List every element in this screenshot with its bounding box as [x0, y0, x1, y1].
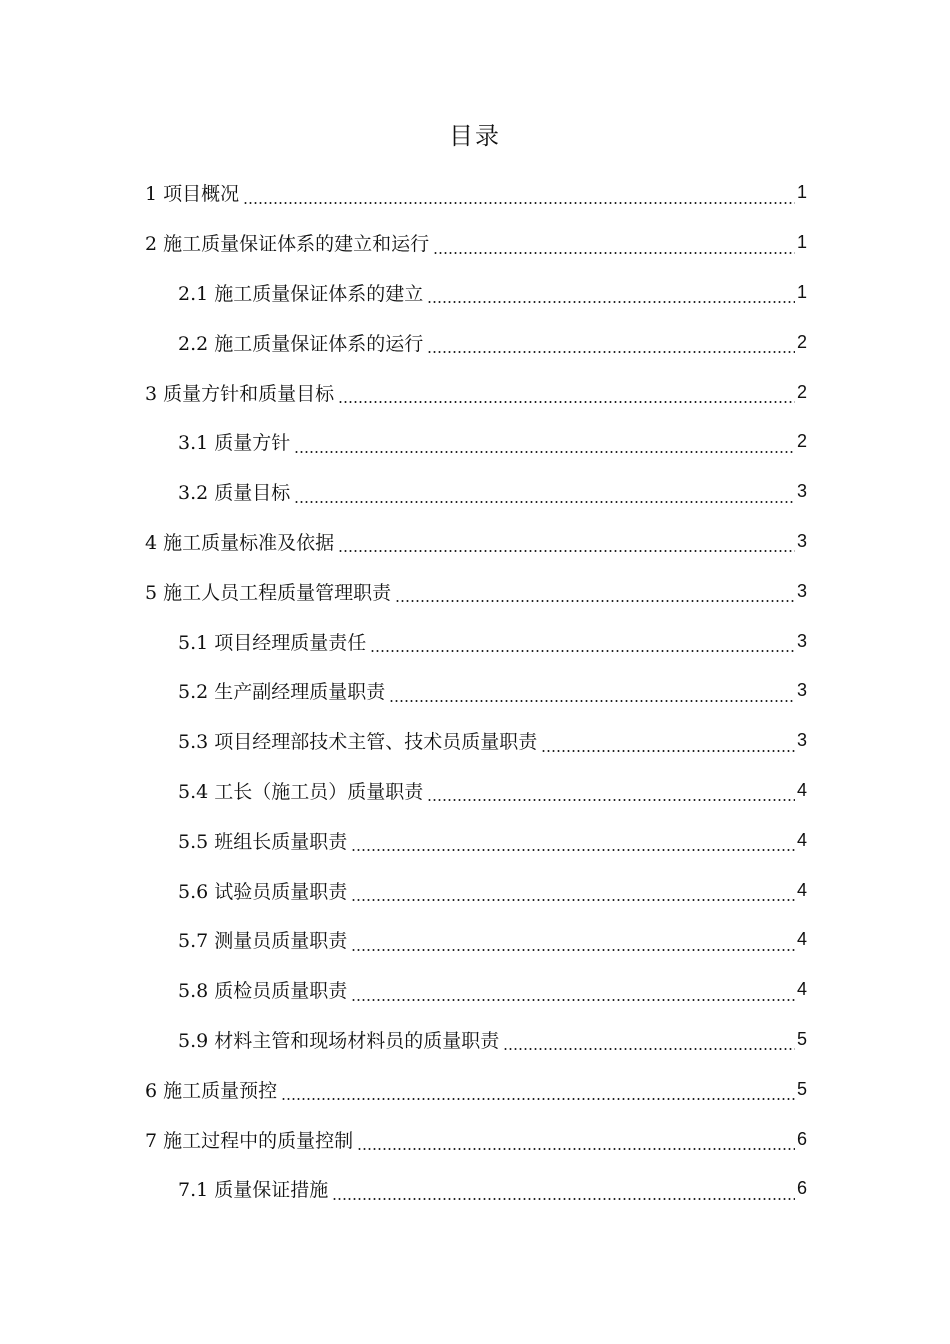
toc-leader-dots: [427, 284, 795, 304]
toc-entry[interactable]: [145, 666, 807, 716]
toc-page-number: 4: [796, 779, 807, 800]
toc-title: 目录: [449, 122, 501, 150]
toc-entry[interactable]: [145, 317, 807, 367]
toc-entry[interactable]: [145, 417, 807, 467]
toc-leader-dots: [503, 1031, 795, 1051]
toc-leader-dots: [433, 235, 795, 255]
toc-page-number: 5: [796, 1028, 807, 1049]
toc-entry-text: 5.1 项目经理质量责任: [178, 631, 367, 654]
toc-entry-text: 7 施工过程中的质量控制: [145, 1129, 354, 1152]
toc-page-number: 2: [796, 331, 807, 352]
toc-entry-text: 5.2 生产副经理质量职责: [178, 681, 386, 704]
toc-entry-text: 4 施工质量标准及依据: [145, 531, 335, 554]
toc-leader-dots: [243, 185, 795, 205]
toc-page-number: 3: [796, 481, 807, 502]
toc-page-number: 4: [796, 879, 807, 900]
toc-entry-text: 5.6 试验员质量职责: [178, 880, 348, 903]
toc-leader-dots: [351, 932, 795, 952]
toc-page-number: 2: [796, 381, 807, 402]
toc-leader-dots: [281, 1081, 795, 1101]
toc-leader-dots: [370, 633, 795, 653]
toc-entry[interactable]: [145, 915, 807, 965]
toc-leader-dots: [427, 782, 795, 802]
toc-entry-text: 1 项目概况: [145, 183, 240, 206]
toc-entry[interactable]: [145, 1064, 807, 1114]
toc-leader-dots: [389, 683, 795, 703]
toc-page-number: 3: [796, 530, 807, 551]
toc-entry-text: 5.3 项目经理部技术主管、技术员质量职责: [178, 731, 538, 754]
toc-leader-dots: [338, 384, 795, 404]
toc-entry[interactable]: [145, 367, 807, 417]
toc-leader-dots: [294, 484, 795, 504]
toc-entry-text: 5 施工人员工程质量管理职责: [145, 581, 392, 604]
toc-entry-text: 5.8 质检员质量职责: [178, 980, 348, 1003]
toc-entry-text: 6 施工质量预控: [145, 1079, 278, 1102]
toc-leader-dots: [351, 882, 795, 902]
toc-leader-dots: [395, 583, 795, 603]
toc-leader-dots: [427, 334, 795, 354]
toc-page-number: 2: [796, 431, 807, 452]
toc-entry[interactable]: [145, 766, 807, 816]
toc-entry[interactable]: [145, 566, 807, 616]
toc-entry-text: 2.1 施工质量保证体系的建立: [178, 282, 424, 305]
toc-page-number: 3: [796, 580, 807, 601]
toc-leader-dots: [357, 1131, 795, 1151]
toc-entry-text: 2.2 施工质量保证体系的运行: [178, 332, 424, 355]
toc-page-number: 4: [796, 829, 807, 850]
toc-page-number: 1: [796, 232, 807, 253]
toc-entry-text: 3 质量方针和质量目标: [145, 382, 335, 405]
toc-leader-dots: [351, 832, 795, 852]
toc-entry-text: 3.2 质量目标: [178, 482, 291, 505]
toc-entry[interactable]: [145, 815, 807, 865]
toc-entry-text: 5.7 测量员质量职责: [178, 930, 348, 953]
toc-page-number: 3: [796, 680, 807, 701]
toc-page-number: 6: [796, 1178, 807, 1199]
toc-entry[interactable]: [145, 865, 807, 915]
toc-page-number: 4: [796, 979, 807, 1000]
toc-leader-dots: [541, 733, 795, 753]
toc-leader-dots: [351, 982, 795, 1002]
toc-leader-dots: [338, 533, 795, 553]
toc-entry[interactable]: [145, 716, 807, 766]
toc-list: [145, 168, 807, 1214]
toc-entry-text: 2 施工质量保证体系的建立和运行: [145, 233, 430, 256]
toc-page-number: 1: [796, 281, 807, 302]
toc-page-number: 4: [796, 929, 807, 950]
toc-page-number: 3: [796, 630, 807, 651]
toc-entry[interactable]: [145, 467, 807, 517]
toc-entry[interactable]: [145, 1114, 807, 1164]
toc-entry[interactable]: [145, 965, 807, 1015]
toc-page-number: 6: [796, 1128, 807, 1149]
toc-entry-text: 5.5 班组长质量职责: [178, 830, 348, 853]
toc-page-number: 3: [796, 730, 807, 751]
toc-page-number: 1: [796, 182, 807, 203]
toc-leader-dots: [332, 1181, 795, 1201]
toc-entry-text: 5.4 工长（施工员）质量职责: [178, 780, 424, 803]
toc-entry[interactable]: [145, 1164, 807, 1214]
toc-entry[interactable]: [145, 168, 807, 218]
toc-entry[interactable]: [145, 218, 807, 268]
toc-entry[interactable]: [145, 268, 807, 318]
toc-page-number: 5: [796, 1078, 807, 1099]
toc-entry-text: 5.9 材料主管和现场材料员的质量职责: [178, 1029, 500, 1052]
toc-entry[interactable]: [145, 616, 807, 666]
toc-entry-text: 7.1 质量保证措施: [178, 1179, 329, 1202]
toc-entry-text: 3.1 质量方针: [178, 432, 291, 455]
toc-entry[interactable]: [145, 517, 807, 567]
toc-leader-dots: [294, 434, 795, 454]
toc-entry[interactable]: [145, 1015, 807, 1065]
